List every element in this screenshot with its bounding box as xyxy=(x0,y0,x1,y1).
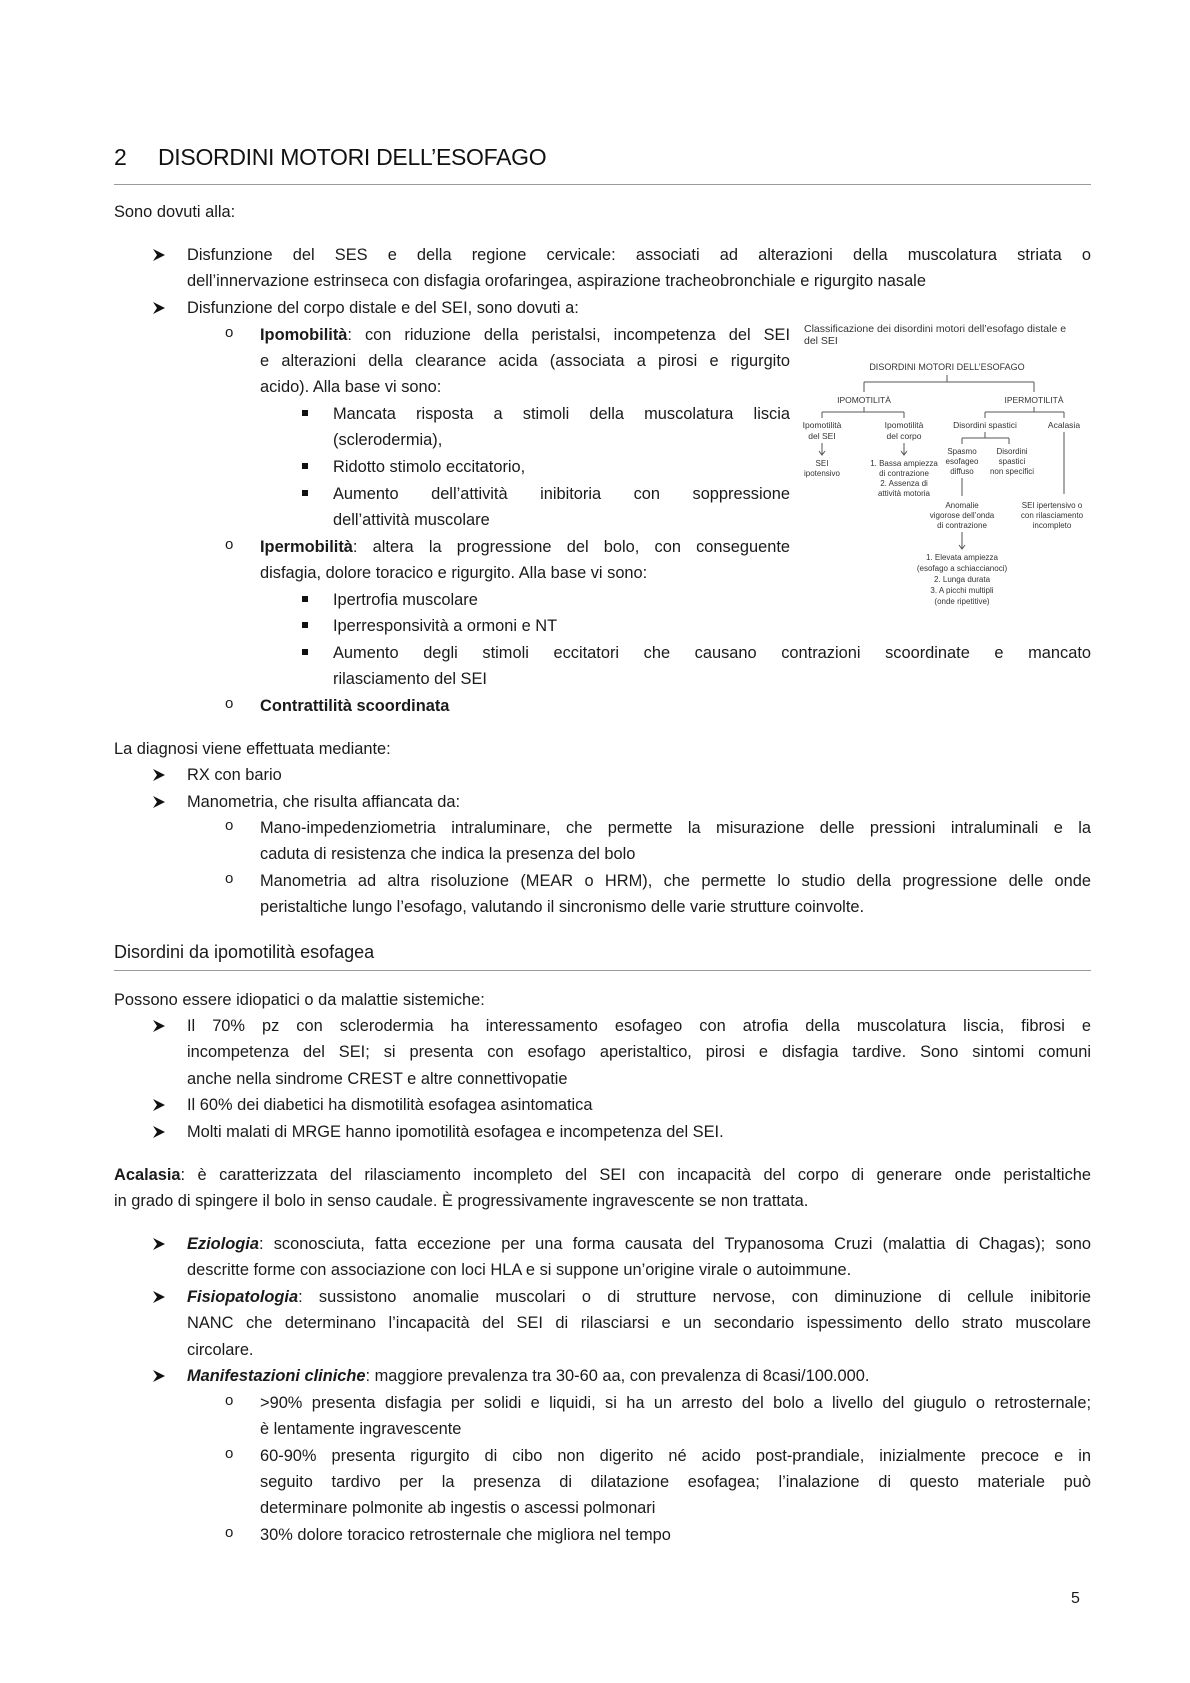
fisio-term: Fisiopatologia xyxy=(187,1288,299,1306)
manifest-1-line1: >90% presenta disfagia per solidi e liquidi, si ha un arresto del bolo a livello del giugulo o retrosternale; xyxy=(260,1394,1091,1412)
arrow-bullet-icon xyxy=(152,1019,166,1033)
acalasia-term: Acalasia xyxy=(114,1166,181,1184)
diagram-spasmo-3: diffuso xyxy=(950,467,974,476)
manifest-2-line2: seguito tardivo per la presenza di dilatazione esofagea; l’inalazione di questo materiale può xyxy=(260,1473,1091,1491)
iper-line1: Ipermobilità: altera la progressione del bolo, con conseguente xyxy=(260,538,790,556)
manifest-2-line1: 60-90% presenta rigurgito di cibo non digerito né acido post-prandiale, inizialmente precoce e in xyxy=(260,1447,1091,1465)
ipo-term: Ipomobilità xyxy=(260,326,348,344)
contr-item: Contrattilità scoordinata xyxy=(260,697,450,715)
diagram-anom-2: vigorose dell’onda xyxy=(929,511,995,520)
diagram-sei-ipo-2: ipotensivo xyxy=(803,469,841,478)
section2-b1-line2: incompetenza del SEI; si presenta con esofago aperistaltico, pirosi e disfagia tardive. Sono sintomi comuni xyxy=(187,1043,1091,1061)
iper-term: Ipermobilità xyxy=(260,538,353,556)
section2-b1-line1: Il 70% pz con sclerodermia ha interessamento esofageo con atrofia della muscolatura liscia, fibrosi e xyxy=(187,1017,1091,1035)
manifestazioni-line1: Manifestazioni cliniche: maggiore prevalenza tra 30-60 aa, con prevalenza di 8casi/100.000. xyxy=(187,1367,870,1385)
arrow-bullet-icon xyxy=(152,1237,166,1251)
arrow-bullet-icon xyxy=(152,795,166,809)
diagram-sei-ipo-1: SEI xyxy=(815,459,829,468)
eziologia-term: Eziologia xyxy=(187,1235,259,1253)
section-number: 2 xyxy=(114,144,127,170)
manifest-1-line2: è lentamente ingravescente xyxy=(260,1420,462,1438)
section2-intro: Possono essere idiopatici o da malattie sistemiche: xyxy=(114,991,485,1009)
ipo-item1-line1: Mancata risposta a stimoli della muscolatura liscia xyxy=(333,405,790,423)
circle-bullet-icon: o xyxy=(225,1392,234,1409)
ipo-line2: e alterazioni della clearance acida (associata a pirosi e rigurgito xyxy=(260,352,790,370)
section-heading xyxy=(114,144,1091,185)
diagram-spastici: Disordini spastici xyxy=(953,420,1017,430)
cause-1-line2: dell’innervazione estrinseca con disfagia orofaringea, aspirazione tracheobronchiale e rigurgito nasale xyxy=(187,272,926,290)
ipo-item3-line1: Aumento dell’attività inibitoria con soppressione xyxy=(333,485,790,503)
section2-b1-line3: anche nella sindrome CREST e altre connettivopatie xyxy=(187,1070,568,1088)
diagram-el-2: (esofago a schiaccianoci) xyxy=(916,564,1008,573)
arrow-bullet-icon xyxy=(152,1290,166,1304)
arrow-bullet-icon xyxy=(152,768,166,782)
diagram-spasmo-1: Spasmo xyxy=(947,447,977,456)
iper-line2: disfagia, dolore toracico e rigurgito. Alla base vi sono: xyxy=(260,564,648,582)
iper-item1: Ipertrofia muscolare xyxy=(333,591,478,609)
diagram-ipo-sei-2: del SEI xyxy=(808,431,836,441)
iper-item3-line1: Aumento degli stimoli eccitatori che causano contrazioni scoordinate e mancato xyxy=(333,644,1091,662)
circle-bullet-icon: o xyxy=(225,536,234,553)
diagram-ipo-sei-1: Ipomotilità xyxy=(802,420,842,430)
diagram-anom-1: Anomalie xyxy=(945,501,979,510)
diagnosi-mano: Manometria, che risulta affiancata da: xyxy=(187,793,461,811)
diagram-acalasia: Acalasia xyxy=(1047,420,1081,430)
diagram-corpo-1: 1. Bassa ampiezza xyxy=(870,459,938,468)
subsection-heading: Disordini da ipomotilità esofagea xyxy=(114,942,1091,971)
arrow-bullet-icon xyxy=(152,1369,166,1383)
square-bullet-icon xyxy=(302,622,308,628)
square-bullet-icon xyxy=(302,410,308,416)
fisio-line2: NANC che determinano l’incapacità del SEI di rilasciarsi e un secondario ispessimento dello strato muscolare xyxy=(187,1314,1091,1332)
fisio-line3: circolare. xyxy=(187,1341,254,1359)
eziologia-line2: descritte forme con associazione con loci HLA e si suppone un’origine virale o autoimmune. xyxy=(187,1261,852,1279)
manifest-3: 30% dolore toracico retrosternale che migliora nel tempo xyxy=(260,1526,671,1544)
diagram-ds-3: non specifici xyxy=(989,467,1035,476)
diagram-ds-1: Disordini xyxy=(996,447,1028,456)
diagram-seiip-1: SEI ipertensivo o xyxy=(1021,501,1083,510)
diagram-seiip-3: incompleto xyxy=(1032,521,1072,530)
diagram-el-3: 2. Lunga durata xyxy=(933,575,991,584)
diagram-corpo-4: attività motoria xyxy=(877,489,931,498)
ipo-item2: Ridotto stimolo eccitatorio, xyxy=(333,458,526,476)
diagram-el-4: 3. A picchi multipli xyxy=(930,586,994,595)
circle-bullet-icon: o xyxy=(225,817,234,834)
diagram-ipomotilita: IPOMOTILITÀ xyxy=(837,395,891,405)
diagram-ipo-corpo-1: Ipomotilità xyxy=(884,420,924,430)
section2-b2: Il 60% dei diabetici ha dismotilità esofagea asintomatica xyxy=(187,1096,593,1114)
arrow-bullet-icon xyxy=(152,1098,166,1112)
fisio-line1: Fisiopatologia: sussistono anomalie muscolari o di strutture nervose, con diminuzione di cellule inibitorie xyxy=(187,1288,1091,1306)
arrow-bullet-icon xyxy=(152,1125,166,1139)
diagram-seiip-2: con rilasciamento xyxy=(1020,511,1084,520)
ipo-item3-line2: dell’attività muscolare xyxy=(333,511,490,529)
circle-bullet-icon: o xyxy=(225,1445,234,1462)
diagram-anom-3: di contrazione xyxy=(937,521,987,530)
page-number: 5 xyxy=(1071,1590,1080,1607)
eziologia-line1: Eziologia: sconosciuta, fatta eccezione per una forma causata del Trypanosoma Cruzi (malattia di Chagas); sono xyxy=(187,1235,1091,1253)
arrow-bullet-icon xyxy=(152,301,166,315)
diagnosi-intro: La diagnosi viene effettuata mediante: xyxy=(114,740,391,758)
section-title: DISORDINI MOTORI DELL’ESOFAGO xyxy=(158,144,547,170)
diagnosi-sub2-line2: peristaltiche lungo l’esofago, valutando il sincronismo delle varie strutture coinvolte. xyxy=(260,898,865,916)
figure-caption-line1: Classificazione dei disordini motori dell’esofago distale e xyxy=(804,323,1067,335)
diagnosi-rx: RX con bario xyxy=(187,766,282,784)
square-bullet-icon xyxy=(302,490,308,496)
manifest-2-line3: determinare polmonite ab ingestis o ascessi polmonari xyxy=(260,1499,656,1517)
square-bullet-icon xyxy=(302,463,308,469)
manifestazioni-term: Manifestazioni cliniche xyxy=(187,1367,366,1385)
diagram-corpo-3: 2. Assenza di xyxy=(880,479,928,488)
diagnosi-sub1-line1: Mano-impedenziometria intraluminare, che permette la misurazione delle pressioni intraluminali e la xyxy=(260,819,1091,837)
arrow-bullet-icon xyxy=(152,248,166,262)
diagram-ds-2: spastici xyxy=(998,457,1026,466)
ipo-line1: Ipomobilità: con riduzione della peristalsi, incompetenza del SEI xyxy=(260,326,790,344)
circle-bullet-icon: o xyxy=(225,870,234,887)
figure-caption-line2: del SEI xyxy=(804,335,838,347)
diagram-el-1: 1. Elevata ampiezza xyxy=(925,553,999,562)
intro-text: Sono dovuti alla: xyxy=(114,203,236,221)
diagram-root: DISORDINI MOTORI DELL’ESOFAGO xyxy=(869,362,1025,372)
circle-bullet-icon: o xyxy=(225,324,234,341)
diagnosi-sub1-line2: caduta di resistenza che indica la presenza del bolo xyxy=(260,845,636,863)
iper-item3-line2: rilasciamento del SEI xyxy=(333,670,487,688)
iper-item2: Iperresponsività a ormoni e NT xyxy=(333,617,558,635)
ipo-item1-line2: (sclerodermia), xyxy=(333,431,443,449)
diagram-corpo-2: di contrazione xyxy=(879,469,929,478)
acalasia-line2: in grado di spingere il bolo in senso caudale. È progressivamente ingravescente se non trattata. xyxy=(114,1192,809,1210)
circle-bullet-icon: o xyxy=(225,695,234,712)
section2-b3: Molti malati di MRGE hanno ipomotilità esofagea e incompetenza del SEI. xyxy=(187,1123,724,1141)
square-bullet-icon xyxy=(302,649,308,655)
diagnosi-sub2-line1: Manometria ad altra risoluzione (MEAR o HRM), che permette lo studio della progressione delle onde xyxy=(260,872,1091,890)
diagram-el-5: (onde ripetitive) xyxy=(934,597,990,606)
circle-bullet-icon: o xyxy=(225,1524,234,1541)
diagram-ipo-corpo-2: del corpo xyxy=(886,431,922,441)
cause-2-line1: Disfunzione del corpo distale e del SEI, sono dovuti a: xyxy=(187,299,579,317)
diagram-spasmo-2: esofageo xyxy=(945,457,979,466)
classification-diagram xyxy=(802,322,1092,632)
diagram-ipermotilita: IPERMOTILITÀ xyxy=(1004,395,1064,405)
ipo-line3: acido). Alla base vi sono: xyxy=(260,378,442,396)
square-bullet-icon xyxy=(302,596,308,602)
cause-1-line1: Disfunzione del SES e della regione cervicale: associati ad alterazioni della muscolatura striata o xyxy=(187,246,1091,264)
acalasia-line1: Acalasia: è caratterizzata del rilasciamento incompleto del SEI con incapacità del corpo di generare onde peristaltiche xyxy=(114,1166,1091,1184)
